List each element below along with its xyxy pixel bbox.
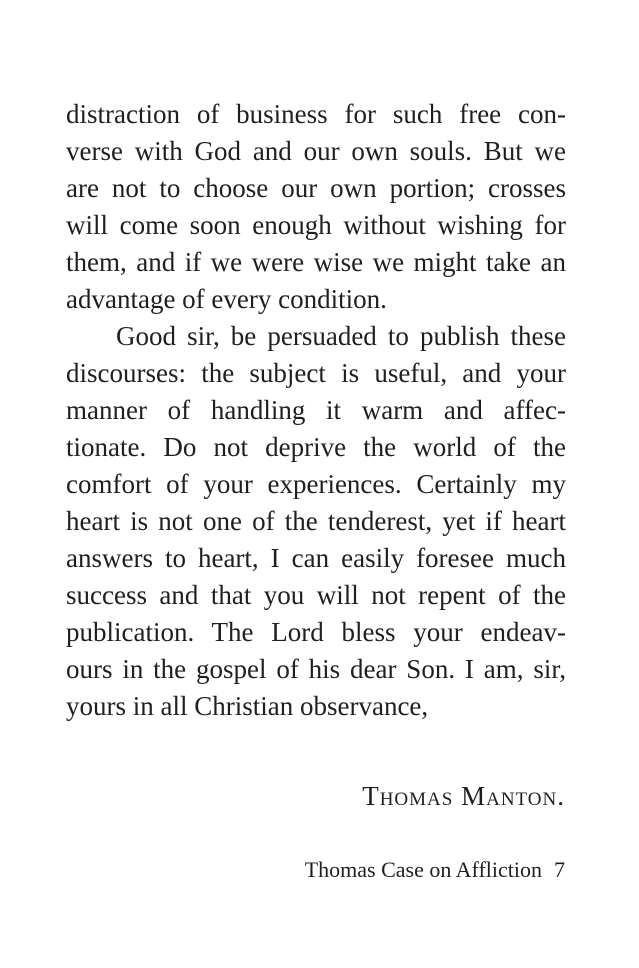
- body-line: verse with God and our own souls. But we: [66, 136, 566, 166]
- body-line: success and that you will not repent of the: [66, 580, 566, 610]
- body-text: [66, 96, 566, 725]
- body-line: manner of handling it warm and affec-: [66, 395, 566, 425]
- body-line: discourses: the subject is useful, and your: [66, 358, 566, 388]
- body-line: answers to heart, I can easily foresee much: [66, 543, 566, 573]
- body-line: distraction of business for such free con-: [66, 99, 566, 129]
- body-line: comfort of your experiences. Certainly my: [66, 469, 566, 499]
- body-line: ours in the gospel of his dear Son. I am, sir,: [66, 654, 566, 684]
- body-line: Good sir, be persuaded to publish these: [116, 321, 566, 351]
- body-line: publication. The Lord bless your endeav-: [66, 617, 566, 647]
- body-line: will come soon enough without wishing for: [66, 210, 566, 240]
- running-title: Thomas Case on Affliction: [304, 857, 542, 882]
- body-line: them, and if we were wise we might take an: [66, 247, 566, 277]
- body-line: tionate. Do not deprive the world of the: [66, 432, 566, 462]
- body-line: advantage of every condition.: [66, 284, 387, 314]
- page-footer: [305, 855, 565, 885]
- page-number: 7: [554, 857, 565, 882]
- signature: Thomas Manton.: [362, 781, 565, 811]
- body-line: are not to choose our own portion; crosses: [66, 173, 566, 203]
- body-line: yours in all Christian observance,: [66, 691, 429, 721]
- body-line: heart is not one of the tenderest, yet if heart: [66, 506, 566, 536]
